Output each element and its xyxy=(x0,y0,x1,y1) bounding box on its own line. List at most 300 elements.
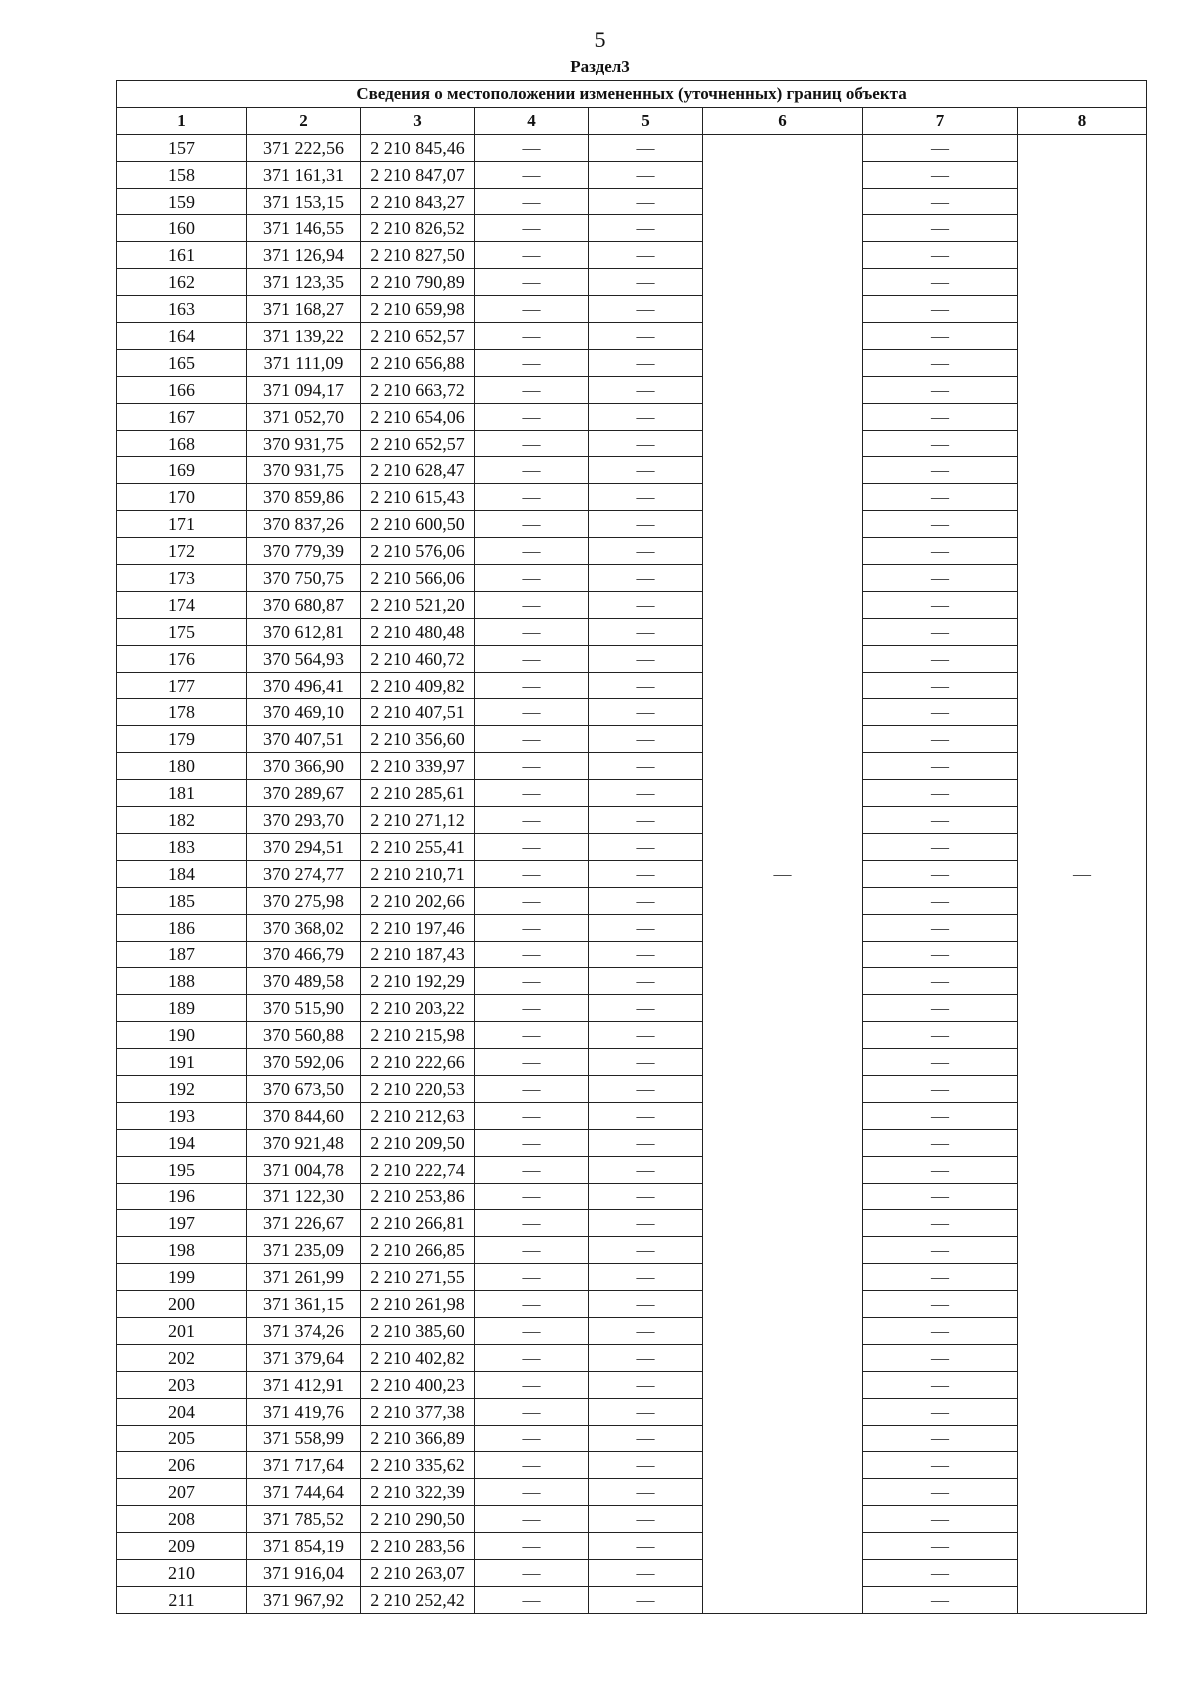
y-coordinate-cell: 2 210 220,53 xyxy=(361,1075,475,1102)
y-coordinate-cell: 2 210 192,29 xyxy=(361,968,475,995)
col4-dash-cell: — xyxy=(475,1533,589,1560)
x-coordinate-cell: 370 844,60 xyxy=(247,1102,361,1129)
column-header: 7 xyxy=(863,107,1018,134)
col4-dash-cell: — xyxy=(475,833,589,860)
table-row xyxy=(117,753,1147,780)
col4-dash-cell: — xyxy=(475,403,589,430)
table-row xyxy=(117,538,1147,565)
col7-dash-cell: — xyxy=(863,134,1018,161)
col7-dash-cell: — xyxy=(863,807,1018,834)
col5-dash-cell: — xyxy=(589,968,703,995)
col5-dash-cell: — xyxy=(589,618,703,645)
col7-dash-cell: — xyxy=(863,296,1018,323)
table-row xyxy=(117,1183,1147,1210)
table-row xyxy=(117,1210,1147,1237)
point-number-cell: 200 xyxy=(117,1291,247,1318)
x-coordinate-cell: 371 374,26 xyxy=(247,1317,361,1344)
col4-dash-cell: — xyxy=(475,645,589,672)
point-number-cell: 182 xyxy=(117,807,247,834)
col7-dash-cell: — xyxy=(863,995,1018,1022)
col5-dash-cell: — xyxy=(589,188,703,215)
table-row xyxy=(117,1317,1147,1344)
col7-dash-cell: — xyxy=(863,1022,1018,1049)
y-coordinate-cell: 2 210 222,74 xyxy=(361,1156,475,1183)
x-coordinate-cell: 371 168,27 xyxy=(247,296,361,323)
y-coordinate-cell: 2 210 409,82 xyxy=(361,672,475,699)
x-coordinate-cell: 371 122,30 xyxy=(247,1183,361,1210)
y-coordinate-cell: 2 210 480,48 xyxy=(361,618,475,645)
col5-dash-cell: — xyxy=(589,1237,703,1264)
table-row xyxy=(117,1049,1147,1076)
x-coordinate-cell: 370 564,93 xyxy=(247,645,361,672)
table-row xyxy=(117,484,1147,511)
col5-dash-cell: — xyxy=(589,1586,703,1613)
column-header: 4 xyxy=(475,107,589,134)
col7-dash-cell: — xyxy=(863,1129,1018,1156)
point-number-cell: 162 xyxy=(117,269,247,296)
col7-dash-cell: — xyxy=(863,914,1018,941)
col4-dash-cell: — xyxy=(475,1183,589,1210)
table-row xyxy=(117,995,1147,1022)
col4-dash-cell: — xyxy=(475,376,589,403)
x-coordinate-cell: 371 419,76 xyxy=(247,1398,361,1425)
col4-dash-cell: — xyxy=(475,1237,589,1264)
col5-dash-cell: — xyxy=(589,995,703,1022)
column-header: 8 xyxy=(1018,107,1147,134)
table-row xyxy=(117,242,1147,269)
y-coordinate-cell: 2 210 628,47 xyxy=(361,457,475,484)
col4-dash-cell: — xyxy=(475,968,589,995)
col5-dash-cell: — xyxy=(589,161,703,188)
table-body xyxy=(117,134,1147,1613)
col5-dash-cell: — xyxy=(589,645,703,672)
y-coordinate-cell: 2 210 845,46 xyxy=(361,134,475,161)
point-number-cell: 160 xyxy=(117,215,247,242)
table-row xyxy=(117,860,1147,887)
col7-dash-cell: — xyxy=(863,538,1018,565)
x-coordinate-cell: 371 004,78 xyxy=(247,1156,361,1183)
point-number-cell: 181 xyxy=(117,780,247,807)
x-coordinate-cell: 371 161,31 xyxy=(247,161,361,188)
column-header: 3 xyxy=(361,107,475,134)
col8-merged-cell: — xyxy=(1018,134,1147,1613)
col5-dash-cell: — xyxy=(589,1156,703,1183)
col5-dash-cell: — xyxy=(589,1102,703,1129)
y-coordinate-cell: 2 210 266,81 xyxy=(361,1210,475,1237)
col5-dash-cell: — xyxy=(589,349,703,376)
col5-dash-cell: — xyxy=(589,1183,703,1210)
col4-dash-cell: — xyxy=(475,1022,589,1049)
col4-dash-cell: — xyxy=(475,672,589,699)
col7-dash-cell: — xyxy=(863,1506,1018,1533)
point-number-cell: 172 xyxy=(117,538,247,565)
point-number-cell: 190 xyxy=(117,1022,247,1049)
y-coordinate-cell: 2 210 202,66 xyxy=(361,887,475,914)
x-coordinate-cell: 371 052,70 xyxy=(247,403,361,430)
col5-dash-cell: — xyxy=(589,1129,703,1156)
col4-dash-cell: — xyxy=(475,134,589,161)
point-number-cell: 179 xyxy=(117,726,247,753)
point-number-cell: 188 xyxy=(117,968,247,995)
col7-dash-cell: — xyxy=(863,1291,1018,1318)
y-coordinate-cell: 2 210 847,07 xyxy=(361,161,475,188)
point-number-cell: 168 xyxy=(117,430,247,457)
col4-dash-cell: — xyxy=(475,807,589,834)
x-coordinate-cell: 370 275,98 xyxy=(247,887,361,914)
table-row xyxy=(117,403,1147,430)
col7-dash-cell: — xyxy=(863,1371,1018,1398)
point-number-cell: 169 xyxy=(117,457,247,484)
x-coordinate-cell: 370 859,86 xyxy=(247,484,361,511)
col5-dash-cell: — xyxy=(589,1317,703,1344)
x-coordinate-cell: 371 785,52 xyxy=(247,1506,361,1533)
x-coordinate-cell: 371 111,09 xyxy=(247,349,361,376)
point-number-cell: 167 xyxy=(117,403,247,430)
col7-dash-cell: — xyxy=(863,726,1018,753)
x-coordinate-cell: 370 496,41 xyxy=(247,672,361,699)
col4-dash-cell: — xyxy=(475,860,589,887)
point-number-cell: 210 xyxy=(117,1559,247,1586)
col5-dash-cell: — xyxy=(589,1022,703,1049)
col4-dash-cell: — xyxy=(475,323,589,350)
table-row xyxy=(117,1344,1147,1371)
col7-dash-cell: — xyxy=(863,457,1018,484)
x-coordinate-cell: 370 293,70 xyxy=(247,807,361,834)
col5-dash-cell: — xyxy=(589,1506,703,1533)
y-coordinate-cell: 2 210 826,52 xyxy=(361,215,475,242)
y-coordinate-cell: 2 210 197,46 xyxy=(361,914,475,941)
point-number-cell: 186 xyxy=(117,914,247,941)
col5-dash-cell: — xyxy=(589,807,703,834)
y-coordinate-cell: 2 210 222,66 xyxy=(361,1049,475,1076)
table-row xyxy=(117,591,1147,618)
point-number-cell: 173 xyxy=(117,565,247,592)
col4-dash-cell: — xyxy=(475,1075,589,1102)
col7-dash-cell: — xyxy=(863,1317,1018,1344)
x-coordinate-cell: 371 379,64 xyxy=(247,1344,361,1371)
col7-dash-cell: — xyxy=(863,1425,1018,1452)
y-coordinate-cell: 2 210 656,88 xyxy=(361,349,475,376)
col5-dash-cell: — xyxy=(589,833,703,860)
table-row xyxy=(117,511,1147,538)
y-coordinate-cell: 2 210 210,71 xyxy=(361,860,475,887)
col4-dash-cell: — xyxy=(475,699,589,726)
col4-dash-cell: — xyxy=(475,1317,589,1344)
col7-dash-cell: — xyxy=(863,484,1018,511)
y-coordinate-cell: 2 210 521,20 xyxy=(361,591,475,618)
y-coordinate-cell: 2 210 253,86 xyxy=(361,1183,475,1210)
col7-dash-cell: — xyxy=(863,511,1018,538)
point-number-cell: 180 xyxy=(117,753,247,780)
x-coordinate-cell: 370 673,50 xyxy=(247,1075,361,1102)
x-coordinate-cell: 371 261,99 xyxy=(247,1264,361,1291)
table-row xyxy=(117,645,1147,672)
col7-dash-cell: — xyxy=(863,376,1018,403)
col6-merged-cell: — xyxy=(703,134,863,1613)
col5-dash-cell: — xyxy=(589,914,703,941)
table-row xyxy=(117,1586,1147,1613)
col7-dash-cell: — xyxy=(863,780,1018,807)
col4-dash-cell: — xyxy=(475,484,589,511)
col5-dash-cell: — xyxy=(589,753,703,780)
table-row xyxy=(117,349,1147,376)
y-coordinate-cell: 2 210 261,98 xyxy=(361,1291,475,1318)
x-coordinate-cell: 370 750,75 xyxy=(247,565,361,592)
table-row xyxy=(117,215,1147,242)
x-coordinate-cell: 370 680,87 xyxy=(247,591,361,618)
col7-dash-cell: — xyxy=(863,618,1018,645)
col4-dash-cell: — xyxy=(475,1102,589,1129)
point-number-cell: 178 xyxy=(117,699,247,726)
col5-dash-cell: — xyxy=(589,1210,703,1237)
point-number-cell: 166 xyxy=(117,376,247,403)
x-coordinate-cell: 370 294,51 xyxy=(247,833,361,860)
column-header: 2 xyxy=(247,107,361,134)
col4-dash-cell: — xyxy=(475,753,589,780)
column-number-row xyxy=(117,107,1147,134)
col5-dash-cell: — xyxy=(589,511,703,538)
y-coordinate-cell: 2 210 356,60 xyxy=(361,726,475,753)
point-number-cell: 195 xyxy=(117,1156,247,1183)
col7-dash-cell: — xyxy=(863,1075,1018,1102)
x-coordinate-cell: 370 515,90 xyxy=(247,995,361,1022)
col4-dash-cell: — xyxy=(475,430,589,457)
x-coordinate-cell: 371 094,17 xyxy=(247,376,361,403)
col4-dash-cell: — xyxy=(475,161,589,188)
table-row xyxy=(117,296,1147,323)
x-coordinate-cell: 371 412,91 xyxy=(247,1371,361,1398)
table-row xyxy=(117,914,1147,941)
y-coordinate-cell: 2 210 203,22 xyxy=(361,995,475,1022)
col5-dash-cell: — xyxy=(589,1264,703,1291)
col4-dash-cell: — xyxy=(475,242,589,269)
col7-dash-cell: — xyxy=(863,941,1018,968)
y-coordinate-cell: 2 210 377,38 xyxy=(361,1398,475,1425)
table-caption: Сведения о местоположении измененных (уточненных) границ объекта xyxy=(117,81,1147,108)
col5-dash-cell: — xyxy=(589,376,703,403)
col5-dash-cell: — xyxy=(589,1344,703,1371)
point-number-cell: 211 xyxy=(117,1586,247,1613)
table-row xyxy=(117,1559,1147,1586)
col4-dash-cell: — xyxy=(475,887,589,914)
col7-dash-cell: — xyxy=(863,753,1018,780)
table-row xyxy=(117,161,1147,188)
x-coordinate-cell: 370 931,75 xyxy=(247,457,361,484)
y-coordinate-cell: 2 210 271,12 xyxy=(361,807,475,834)
y-coordinate-cell: 2 210 843,27 xyxy=(361,188,475,215)
y-coordinate-cell: 2 210 652,57 xyxy=(361,430,475,457)
col7-dash-cell: — xyxy=(863,1344,1018,1371)
col5-dash-cell: — xyxy=(589,860,703,887)
col5-dash-cell: — xyxy=(589,672,703,699)
col7-dash-cell: — xyxy=(863,968,1018,995)
point-number-cell: 185 xyxy=(117,887,247,914)
col5-dash-cell: — xyxy=(589,1049,703,1076)
table-row xyxy=(117,376,1147,403)
col4-dash-cell: — xyxy=(475,618,589,645)
y-coordinate-cell: 2 210 322,39 xyxy=(361,1479,475,1506)
point-number-cell: 189 xyxy=(117,995,247,1022)
col7-dash-cell: — xyxy=(863,215,1018,242)
point-number-cell: 203 xyxy=(117,1371,247,1398)
y-coordinate-cell: 2 210 255,41 xyxy=(361,833,475,860)
point-number-cell: 196 xyxy=(117,1183,247,1210)
y-coordinate-cell: 2 210 400,23 xyxy=(361,1371,475,1398)
col7-dash-cell: — xyxy=(863,565,1018,592)
point-number-cell: 198 xyxy=(117,1237,247,1264)
col7-dash-cell: — xyxy=(863,1183,1018,1210)
table-row xyxy=(117,1452,1147,1479)
y-coordinate-cell: 2 210 615,43 xyxy=(361,484,475,511)
x-coordinate-cell: 371 153,15 xyxy=(247,188,361,215)
x-coordinate-cell: 371 235,09 xyxy=(247,1237,361,1264)
y-coordinate-cell: 2 210 654,06 xyxy=(361,403,475,430)
col4-dash-cell: — xyxy=(475,1344,589,1371)
col7-dash-cell: — xyxy=(863,833,1018,860)
col4-dash-cell: — xyxy=(475,1049,589,1076)
col7-dash-cell: — xyxy=(863,860,1018,887)
col7-dash-cell: — xyxy=(863,161,1018,188)
x-coordinate-cell: 370 466,79 xyxy=(247,941,361,968)
col5-dash-cell: — xyxy=(589,484,703,511)
x-coordinate-cell: 371 967,92 xyxy=(247,1586,361,1613)
y-coordinate-cell: 2 210 271,55 xyxy=(361,1264,475,1291)
col5-dash-cell: — xyxy=(589,296,703,323)
x-coordinate-cell: 371 854,19 xyxy=(247,1533,361,1560)
y-coordinate-cell: 2 210 827,50 xyxy=(361,242,475,269)
y-coordinate-cell: 2 210 600,50 xyxy=(361,511,475,538)
col5-dash-cell: — xyxy=(589,1452,703,1479)
point-number-cell: 177 xyxy=(117,672,247,699)
col7-dash-cell: — xyxy=(863,1559,1018,1586)
col7-dash-cell: — xyxy=(863,699,1018,726)
y-coordinate-cell: 2 210 566,06 xyxy=(361,565,475,592)
coordinates-table xyxy=(116,80,1147,1614)
table-row xyxy=(117,1075,1147,1102)
col5-dash-cell: — xyxy=(589,565,703,592)
x-coordinate-cell: 371 717,64 xyxy=(247,1452,361,1479)
point-number-cell: 157 xyxy=(117,134,247,161)
table-row xyxy=(117,833,1147,860)
table-row xyxy=(117,1533,1147,1560)
col5-dash-cell: — xyxy=(589,1371,703,1398)
x-coordinate-cell: 370 469,10 xyxy=(247,699,361,726)
col4-dash-cell: — xyxy=(475,1371,589,1398)
table-row xyxy=(117,726,1147,753)
col5-dash-cell: — xyxy=(589,1425,703,1452)
col4-dash-cell: — xyxy=(475,1506,589,1533)
table-row xyxy=(117,1479,1147,1506)
x-coordinate-cell: 370 407,51 xyxy=(247,726,361,753)
col4-dash-cell: — xyxy=(475,726,589,753)
x-coordinate-cell: 371 226,67 xyxy=(247,1210,361,1237)
point-number-cell: 170 xyxy=(117,484,247,511)
col5-dash-cell: — xyxy=(589,1479,703,1506)
point-number-cell: 175 xyxy=(117,618,247,645)
point-number-cell: 161 xyxy=(117,242,247,269)
table-row xyxy=(117,188,1147,215)
point-number-cell: 187 xyxy=(117,941,247,968)
col5-dash-cell: — xyxy=(589,403,703,430)
point-number-cell: 176 xyxy=(117,645,247,672)
table-row xyxy=(117,1506,1147,1533)
x-coordinate-cell: 370 489,58 xyxy=(247,968,361,995)
table-row xyxy=(117,672,1147,699)
col4-dash-cell: — xyxy=(475,1398,589,1425)
x-coordinate-cell: 370 289,67 xyxy=(247,780,361,807)
col7-dash-cell: — xyxy=(863,887,1018,914)
col4-dash-cell: — xyxy=(475,941,589,968)
point-number-cell: 159 xyxy=(117,188,247,215)
col7-dash-cell: — xyxy=(863,430,1018,457)
table-row xyxy=(117,1102,1147,1129)
col7-dash-cell: — xyxy=(863,349,1018,376)
table-row xyxy=(117,323,1147,350)
y-coordinate-cell: 2 210 187,43 xyxy=(361,941,475,968)
col7-dash-cell: — xyxy=(863,188,1018,215)
point-number-cell: 183 xyxy=(117,833,247,860)
col7-dash-cell: — xyxy=(863,645,1018,672)
point-number-cell: 171 xyxy=(117,511,247,538)
col7-dash-cell: — xyxy=(863,1264,1018,1291)
y-coordinate-cell: 2 210 402,82 xyxy=(361,1344,475,1371)
x-coordinate-cell: 371 123,35 xyxy=(247,269,361,296)
x-coordinate-cell: 371 126,94 xyxy=(247,242,361,269)
y-coordinate-cell: 2 210 283,56 xyxy=(361,1533,475,1560)
point-number-cell: 208 xyxy=(117,1506,247,1533)
col7-dash-cell: — xyxy=(863,1156,1018,1183)
column-header: 6 xyxy=(703,107,863,134)
table-row xyxy=(117,565,1147,592)
y-coordinate-cell: 2 210 212,63 xyxy=(361,1102,475,1129)
table-row xyxy=(117,134,1147,161)
col5-dash-cell: — xyxy=(589,269,703,296)
col5-dash-cell: — xyxy=(589,887,703,914)
table-caption-row xyxy=(117,81,1147,108)
table-row xyxy=(117,699,1147,726)
col4-dash-cell: — xyxy=(475,1452,589,1479)
x-coordinate-cell: 371 139,22 xyxy=(247,323,361,350)
y-coordinate-cell: 2 210 252,42 xyxy=(361,1586,475,1613)
x-coordinate-cell: 371 361,15 xyxy=(247,1291,361,1318)
col4-dash-cell: — xyxy=(475,457,589,484)
col4-dash-cell: — xyxy=(475,1264,589,1291)
table-row xyxy=(117,618,1147,645)
point-number-cell: 201 xyxy=(117,1317,247,1344)
col4-dash-cell: — xyxy=(475,296,589,323)
x-coordinate-cell: 370 560,88 xyxy=(247,1022,361,1049)
col4-dash-cell: — xyxy=(475,1129,589,1156)
table-row xyxy=(117,1156,1147,1183)
col7-dash-cell: — xyxy=(863,1210,1018,1237)
col4-dash-cell: — xyxy=(475,215,589,242)
y-coordinate-cell: 2 210 790,89 xyxy=(361,269,475,296)
table-row xyxy=(117,1291,1147,1318)
col7-dash-cell: — xyxy=(863,323,1018,350)
table-row xyxy=(117,968,1147,995)
col4-dash-cell: — xyxy=(475,1210,589,1237)
y-coordinate-cell: 2 210 385,60 xyxy=(361,1317,475,1344)
col4-dash-cell: — xyxy=(475,1559,589,1586)
col7-dash-cell: — xyxy=(863,242,1018,269)
section-title: Раздел3 xyxy=(570,57,630,76)
point-number-cell: 184 xyxy=(117,860,247,887)
col4-dash-cell: — xyxy=(475,995,589,1022)
table-row xyxy=(117,1237,1147,1264)
point-number-cell: 191 xyxy=(117,1049,247,1076)
point-number-cell: 202 xyxy=(117,1344,247,1371)
x-coordinate-cell: 370 931,75 xyxy=(247,430,361,457)
